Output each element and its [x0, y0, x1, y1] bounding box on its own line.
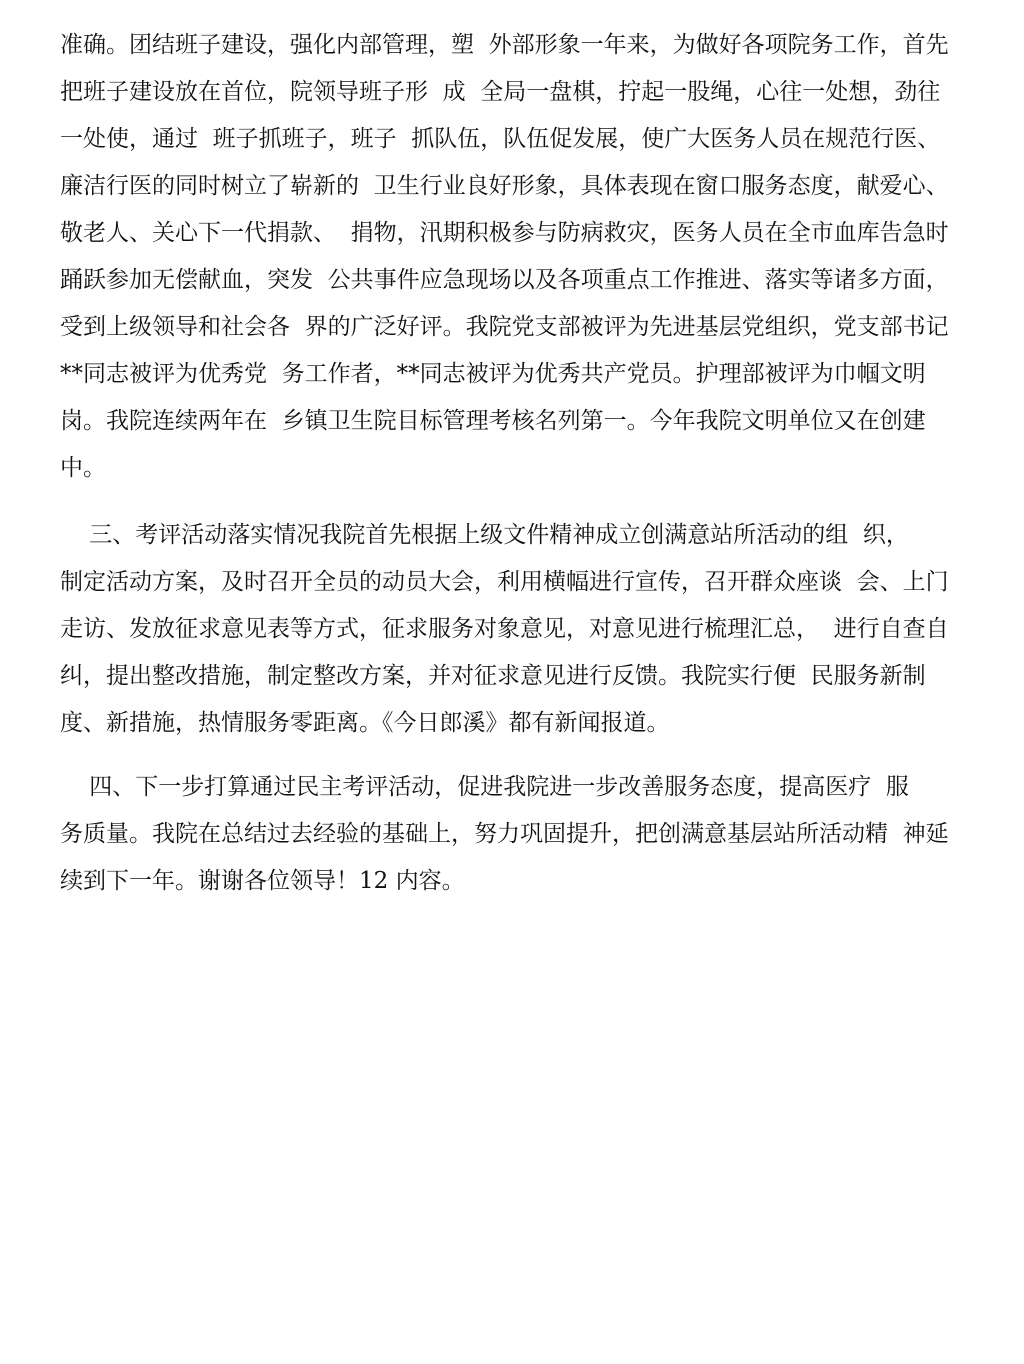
text-line: 准确。团结班子建设，强化内部管理，塑 外部形象一年来，为做好各项院务工作，首先: [60, 32, 949, 58]
paragraph-next-steps: [60, 764, 960, 905]
text-line: 走访、发放征求意见表等方式，征求服务对象意见，对意见进行梳理汇总， 进行自查自: [60, 616, 949, 642]
text-line: 一处使，通过 班子抓班子，班子 抓队伍，队伍促发展，使广大医务人员在规范行医、: [60, 126, 941, 152]
text-line: 中。: [60, 455, 106, 481]
text-line: 受到上级领导和社会各 界的广泛好评。我院党支部被评为先进基层党组织，党支部书记: [60, 314, 949, 340]
text-line: 廉洁行医的同时树立了崭新的 卫生行业良好形象，具体表现在窗口服务态度，献爱心、: [60, 173, 949, 199]
text-line: 度、新措施，热情服务零距离。《今日郎溪》都有新闻报道。: [60, 710, 670, 736]
text-line: 踊跃参加无偿献血，突发 公共事件应急现场以及各项重点工作推进、落实等诸多方面，: [60, 267, 949, 293]
text-line: 纠，提出整改措施，制定整改方案，并对征求意见进行反馈。我院实行便 民服务新制: [60, 663, 926, 689]
text-line: 三、考评活动落实情况我院首先根据上级文件精神成立创满意站所活动的组 织，: [60, 522, 909, 548]
text-line: 敬老人、关心下一代捐款、 捐物，汛期积极参与防病救灾，医务人员在全市血库告急时: [60, 220, 949, 246]
text-line: **同志被评为优秀党 务工作者，**同志被评为优秀共产党员。护理部被评为巾帼文明: [60, 361, 926, 387]
text-line: 岗。我院连续两年在 乡镇卫生院目标管理考核名列第一。今年我院文明单位又在创建: [60, 408, 926, 434]
text-line: 四、下一步打算通过民主考评活动，促进我院进一步改善服务态度，提高医疗 服: [60, 774, 909, 800]
text-line: 务质量。我院在总结过去经验的基础上，努力巩固提升，把创满意基层站所活动精 神延: [60, 821, 949, 847]
paragraph-evaluation-activities: [60, 512, 960, 747]
text-line: 续到下一年。谢谢各位领导！12 内容。: [60, 868, 465, 894]
text-line: 把班子建设放在首位，院领导班子形 成 全局一盘棋，拧起一股绳，心往一处想，劲往: [60, 79, 941, 105]
text-line: 制定活动方案，及时召开全员的动员大会，利用横幅进行宣传，召开群众座谈 会、上门: [60, 569, 949, 595]
paragraph-leadership: [60, 22, 960, 492]
